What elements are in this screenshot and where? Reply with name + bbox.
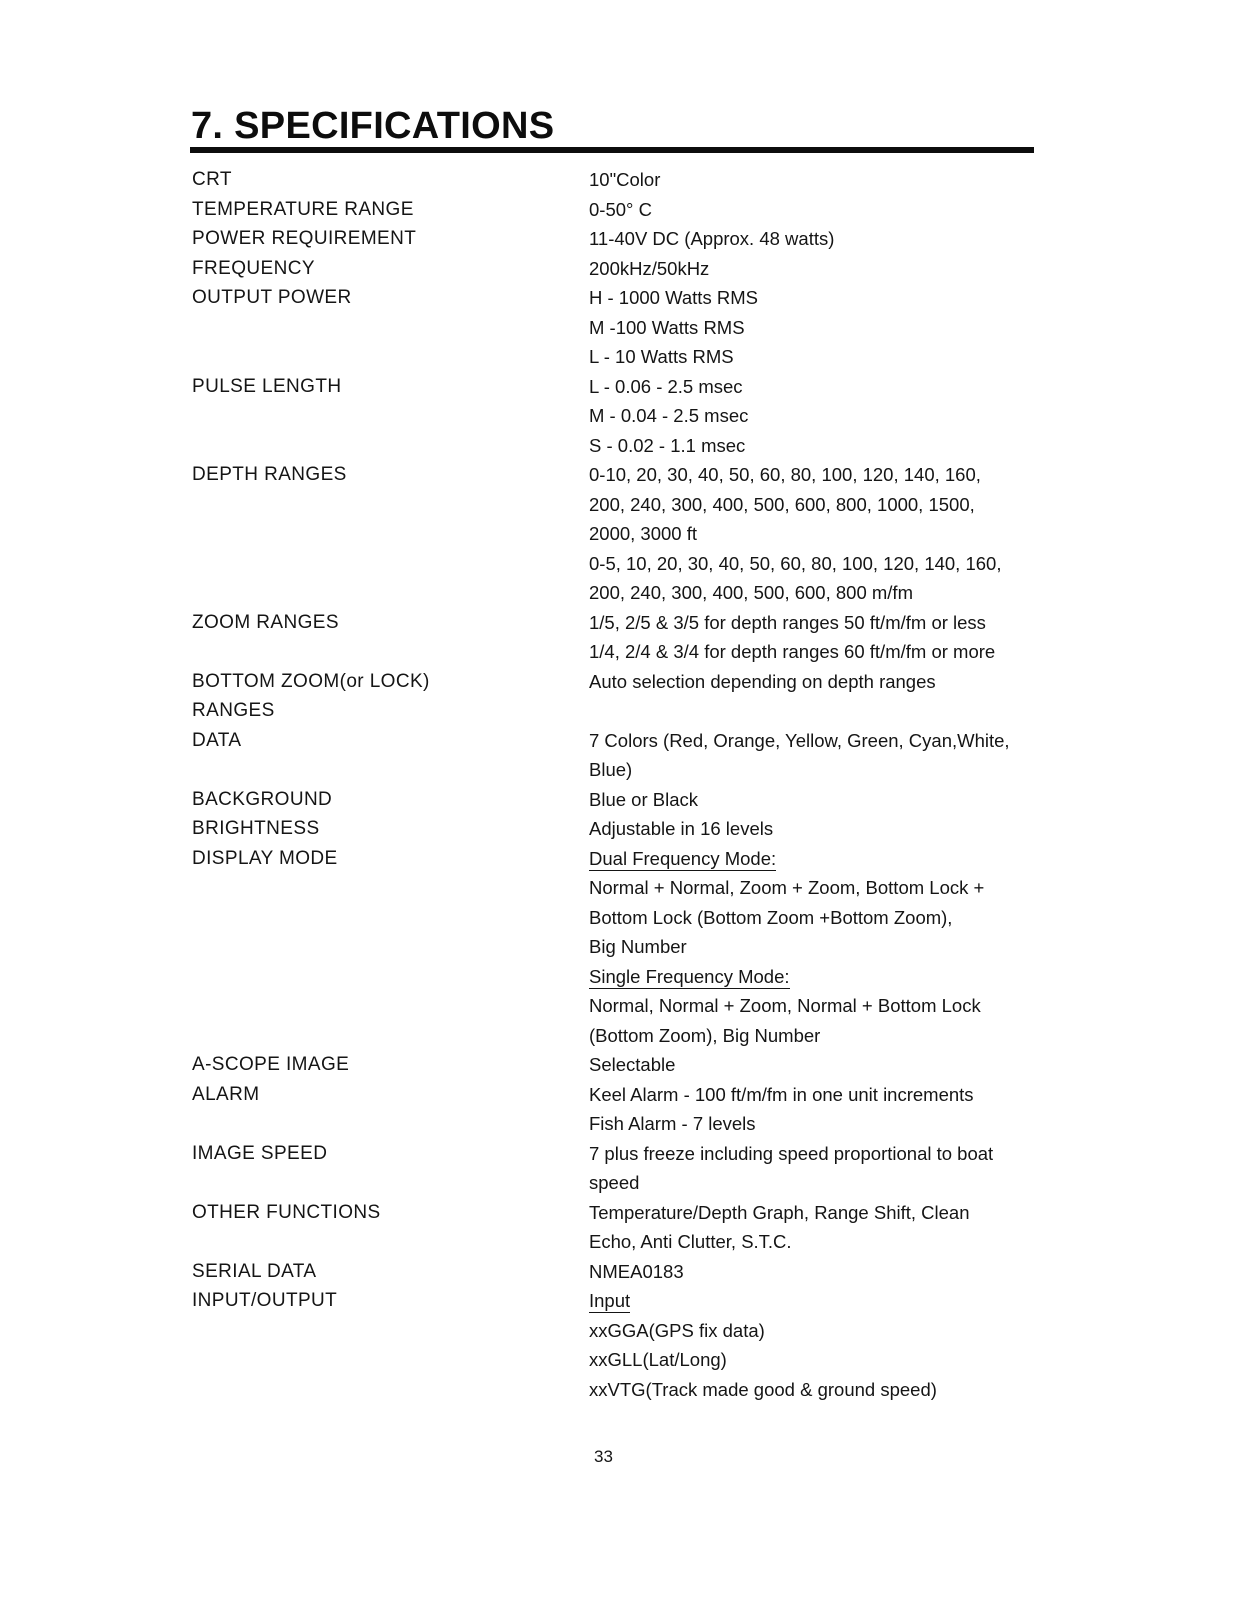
spec-value-text: (Bottom Zoom), Big Number: [589, 1024, 821, 1046]
spec-row: [192, 460, 1042, 608]
spec-value-text: NMEA0183: [589, 1260, 684, 1282]
spec-values: [589, 726, 1042, 785]
spec-value: [589, 1021, 1042, 1051]
spec-value-text: 10"Color: [589, 169, 661, 190]
spec-value: [589, 903, 1042, 933]
spec-row: [192, 224, 1042, 254]
spec-values: [589, 460, 1042, 608]
spec-values: [589, 1080, 1042, 1139]
spec-value-text: 1/4, 2/4 & 3/4 for depth ranges 60 ft/m/fm or more: [589, 641, 996, 662]
spec-values: [589, 195, 1042, 225]
spec-value: [589, 667, 1042, 697]
page-number: 33: [594, 1447, 613, 1466]
spec-value-text: Adjustable in 16 levels: [589, 818, 774, 839]
spec-label: PULSE LENGTH: [192, 375, 342, 397]
spec-value-text: 0-5, 10, 20, 30, 40, 50, 60, 80, 100, 120, 140, 160,: [589, 552, 1002, 574]
spec-value-text: 200kHz/50kHz: [589, 257, 710, 279]
spec-row: [192, 1257, 1042, 1405]
spec-label: IMAGE SPEED: [192, 1142, 328, 1164]
spec-value: [589, 490, 1042, 520]
spec-label: CRT: [192, 169, 232, 190]
spec-row: [192, 844, 1042, 1051]
spec-value: [589, 342, 1042, 372]
spec-row: [192, 608, 1042, 667]
spec-value-text: S - 0.02 - 1.1 msec: [589, 434, 746, 456]
spec-value: [589, 578, 1042, 608]
spec-label: OTHER FUNCTIONS: [192, 1201, 381, 1223]
spec-values: [589, 254, 1042, 284]
spec-value-text: xxGLL(Lat/Long): [589, 1349, 727, 1370]
spec-row: [192, 1080, 1042, 1139]
spec-value-text: 7 plus freeze including speed proportional to boat: [589, 1142, 994, 1164]
spec-value: [589, 1168, 1042, 1198]
spec-value: [589, 1316, 1042, 1346]
spec-value-text: Keel Alarm - 100 ft/m/fm in one unit increments: [589, 1083, 974, 1105]
spec-row: [192, 667, 1042, 726]
spec-value-text: 11-40V DC (Approx. 48 watts): [589, 228, 835, 249]
spec-value-text: Fish Alarm - 7 levels: [589, 1113, 756, 1134]
specifications-table: [192, 165, 1042, 1404]
spec-values: [589, 844, 1042, 1051]
title-rule: [190, 147, 1034, 153]
spec-value-text: Input: [589, 1290, 631, 1311]
spec-label: TEMPERATURE RANGE: [192, 198, 414, 220]
spec-subheading: [589, 844, 1042, 874]
spec-value-text: 0-10, 20, 30, 40, 50, 60, 80, 100, 120, 140, 160,: [589, 464, 981, 485]
spec-values: [589, 1257, 1042, 1405]
spec-value-text: M - 0.04 - 2.5 msec: [589, 405, 749, 426]
spec-row: [192, 165, 1042, 195]
spec-row: [192, 1050, 1042, 1080]
spec-subheading: [589, 962, 1042, 992]
spec-label: DATA: [192, 729, 242, 751]
spec-label: SERIAL DATA INPUT/OUTPUT: [192, 1260, 338, 1311]
spec-row: [192, 254, 1042, 284]
spec-value: [589, 608, 1042, 638]
spec-row: [192, 1198, 1042, 1257]
spec-label: ZOOM RANGES: [192, 611, 339, 633]
spec-value-text: 2000, 3000 ft: [589, 523, 698, 544]
spec-value-text: Bottom Lock (Bottom Zoom +Bottom Zoom),: [589, 906, 953, 928]
spec-value: [589, 254, 1042, 284]
spec-value-text: xxVTG(Track made good & ground speed): [589, 1378, 937, 1400]
spec-row: [192, 785, 1042, 815]
spec-values: [589, 1050, 1042, 1080]
spec-value: [589, 431, 1042, 461]
spec-label: BRIGHTNESS: [192, 818, 320, 839]
spec-value: [589, 313, 1042, 343]
spec-value: [589, 1375, 1042, 1405]
spec-value: [589, 195, 1042, 225]
spec-value: [589, 696, 1042, 726]
spec-value-text: Dual Frequency Mode:: [589, 847, 777, 869]
spec-label: ALARM: [192, 1083, 260, 1105]
spec-value-text: L - 0.06 - 2.5 msec: [589, 375, 743, 397]
spec-values: [589, 283, 1042, 372]
spec-value-text: Normal + Normal, Zoom + Zoom, Bottom Lock +: [589, 877, 985, 898]
spec-value: [589, 460, 1042, 490]
spec-value-text: Selectable: [589, 1054, 676, 1075]
spec-row: [192, 195, 1042, 225]
spec-value: [589, 637, 1042, 667]
page-title: 7. SPECIFICATIONS: [191, 105, 555, 147]
spec-values: [589, 372, 1042, 461]
spec-value: [589, 814, 1042, 844]
spec-value-text: M -100 Watts RMS: [589, 316, 745, 338]
spec-value: [589, 755, 1042, 785]
spec-values: [589, 608, 1042, 667]
spec-values: [589, 1139, 1042, 1198]
spec-value: [589, 372, 1042, 402]
spec-values: [589, 785, 1042, 815]
spec-value-text: Blue): [589, 759, 633, 780]
spec-value: [589, 1227, 1042, 1257]
spec-subheading: [589, 1286, 1042, 1316]
spec-value: [589, 401, 1042, 431]
spec-value-text: Single Frequency Mode:: [589, 965, 790, 987]
spec-row: [192, 283, 1042, 372]
spec-values: [589, 224, 1042, 254]
spec-value: [589, 726, 1042, 756]
spec-value-text: Normal, Normal + Zoom, Normal + Bottom Lock: [589, 995, 981, 1016]
spec-value: [589, 519, 1042, 549]
spec-value: [589, 283, 1042, 313]
spec-value: [589, 1198, 1042, 1228]
spec-values: [589, 667, 1042, 726]
spec-value-text: 1/5, 2/5 & 3/5 for depth ranges 50 ft/m/fm or less: [589, 611, 986, 633]
spec-value: [589, 1080, 1042, 1110]
spec-row: [192, 726, 1042, 785]
spec-label: DISPLAY MODE: [192, 847, 338, 869]
spec-value-text: 7 Colors (Red, Orange, Yellow, Green, Cyan,White,: [589, 729, 1010, 751]
spec-value: [589, 549, 1042, 579]
spec-value-text: Big Number: [589, 936, 687, 957]
spec-label: BACKGROUND: [192, 788, 333, 810]
spec-row: [192, 372, 1042, 461]
spec-label: POWER REQUIREMENT: [192, 228, 417, 249]
spec-row: [192, 814, 1042, 844]
spec-value: [589, 1257, 1042, 1287]
spec-value: [589, 1050, 1042, 1080]
spec-value-text: 200, 240, 300, 400, 500, 600, 800, 1000, 1500,: [589, 493, 975, 515]
spec-values: [589, 1198, 1042, 1257]
spec-value: [589, 165, 1042, 195]
spec-value-text: 0-50° C: [589, 198, 652, 220]
spec-label: FREQUENCY: [192, 257, 315, 279]
spec-value-text: Auto selection depending on depth ranges: [589, 670, 936, 692]
spec-value-text: Temperature/Depth Graph, Range Shift, Clean: [589, 1201, 970, 1223]
spec-value: [589, 785, 1042, 815]
spec-label: BOTTOM ZOOM(or LOCK) RANGES: [192, 670, 430, 721]
spec-label: A-SCOPE IMAGE: [192, 1054, 350, 1075]
spec-value: [589, 932, 1042, 962]
spec-value-text: Echo, Anti Clutter, S.T.C.: [589, 1231, 792, 1252]
spec-value: [589, 1139, 1042, 1169]
spec-value: [589, 873, 1042, 903]
spec-value-text: H - 1000 Watts RMS: [589, 287, 758, 308]
spec-label: OUTPUT POWER: [192, 287, 352, 308]
spec-value: [589, 991, 1042, 1021]
spec-values: [589, 165, 1042, 195]
spec-value: [589, 1345, 1042, 1375]
spec-value-text: xxGGA(GPS fix data): [589, 1319, 765, 1341]
spec-label: DEPTH RANGES: [192, 464, 347, 485]
spec-value-text: Blue or Black: [589, 788, 698, 810]
spec-value-text: speed: [589, 1172, 640, 1193]
spec-value: [589, 224, 1042, 254]
spec-value-text: 200, 240, 300, 400, 500, 600, 800 m/fm: [589, 582, 913, 603]
spec-value-text: L - 10 Watts RMS: [589, 346, 734, 367]
spec-row: [192, 1139, 1042, 1198]
spec-values: [589, 814, 1042, 844]
spec-value: [589, 1109, 1042, 1139]
